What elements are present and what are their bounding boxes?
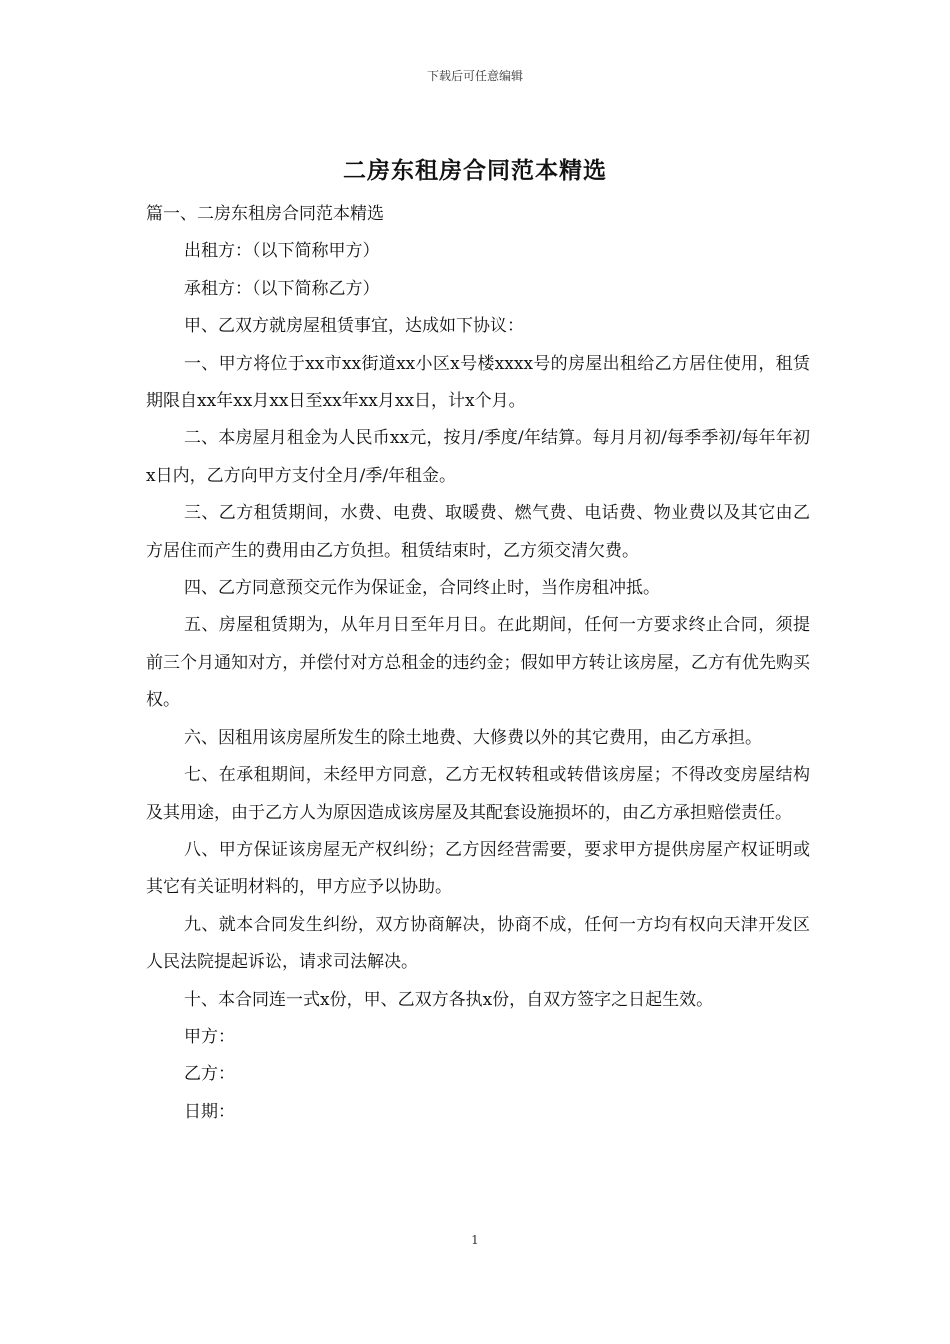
clause-9: 九、就本合同发生纠纷，双方协商解决，协商不成，任何一方均有权向天津开发区人民法院提起诉讼，请求司法解决。 <box>146 914 810 973</box>
header-note: 下载后可任意编辑 <box>426 69 523 83</box>
signature-party-b: 乙方： <box>184 1064 235 1085</box>
signature-party-a: 甲方： <box>184 1026 235 1047</box>
clause-10: 十、本合同连一式x份，甲、乙双方各执x份，自双方签字之日起生效。 <box>184 989 714 1010</box>
lessee-line: 承租方：（以下简称乙方） <box>184 278 380 299</box>
clause-6: 六、因租用该房屋所发生的除土地费、大修费以外的其它费用，由乙方承担。 <box>184 727 762 748</box>
document-body <box>146 196 810 1131</box>
clause-7: 七、在承租期间，未经甲方同意，乙方无权转租或转借该房屋；不得改变房屋结构及其用途，由于乙方人为原因造成该房屋及其配套设施损坏的，由乙方承担赔偿责任。 <box>146 765 810 823</box>
clause-2: 二、本房屋月租金为人民币xx元，按月/季度/年结算。每月月初/每季季初/每年年初x日内，乙方向甲方支付全月/季/年租金。 <box>146 428 810 486</box>
document-title: 二房东租房合同范本精选 <box>343 157 607 184</box>
clause-1: 一、甲方将位于xx市xx街道xx小区x号楼xxxx号的房屋出租给乙方居住使用，租赁期限自xx年xx月xx日至xx年xx月xx日，计x个月。 <box>146 353 810 412</box>
lessor-line: 出租方：（以下简称甲方） <box>184 241 380 262</box>
intro-line: 甲、乙双方就房屋租赁事宜，达成如下协议： <box>184 316 524 337</box>
clause-3: 三、乙方租赁期间，水费、电费、取暖费、燃气费、电话费、物业费以及其它由乙方居住而产生的费用由乙方负担。租赁结束时，乙方须交清欠费。 <box>146 503 810 561</box>
clause-4: 四、乙方同意预交元作为保证金，合同终止时，当作房租冲抵。 <box>184 578 660 599</box>
clause-5: 五、房屋租赁期为，从年月日至年月日。在此期间，任何一方要求终止合同，须提前三个月通知对方，并偿付对方总租金的违约金；假如甲方转让该房屋，乙方有优先购买权。 <box>146 615 810 711</box>
section-heading: 篇一、二房东租房合同范本精选 <box>146 204 384 224</box>
page-number: 1 <box>471 1233 479 1247</box>
clause-8: 八、甲方保证该房屋无产权纠纷；乙方因经营需要，要求甲方提供房屋产权证明或其它有关证明材料的，甲方应予以协助。 <box>146 839 810 898</box>
signature-date: 日期： <box>184 1101 235 1122</box>
